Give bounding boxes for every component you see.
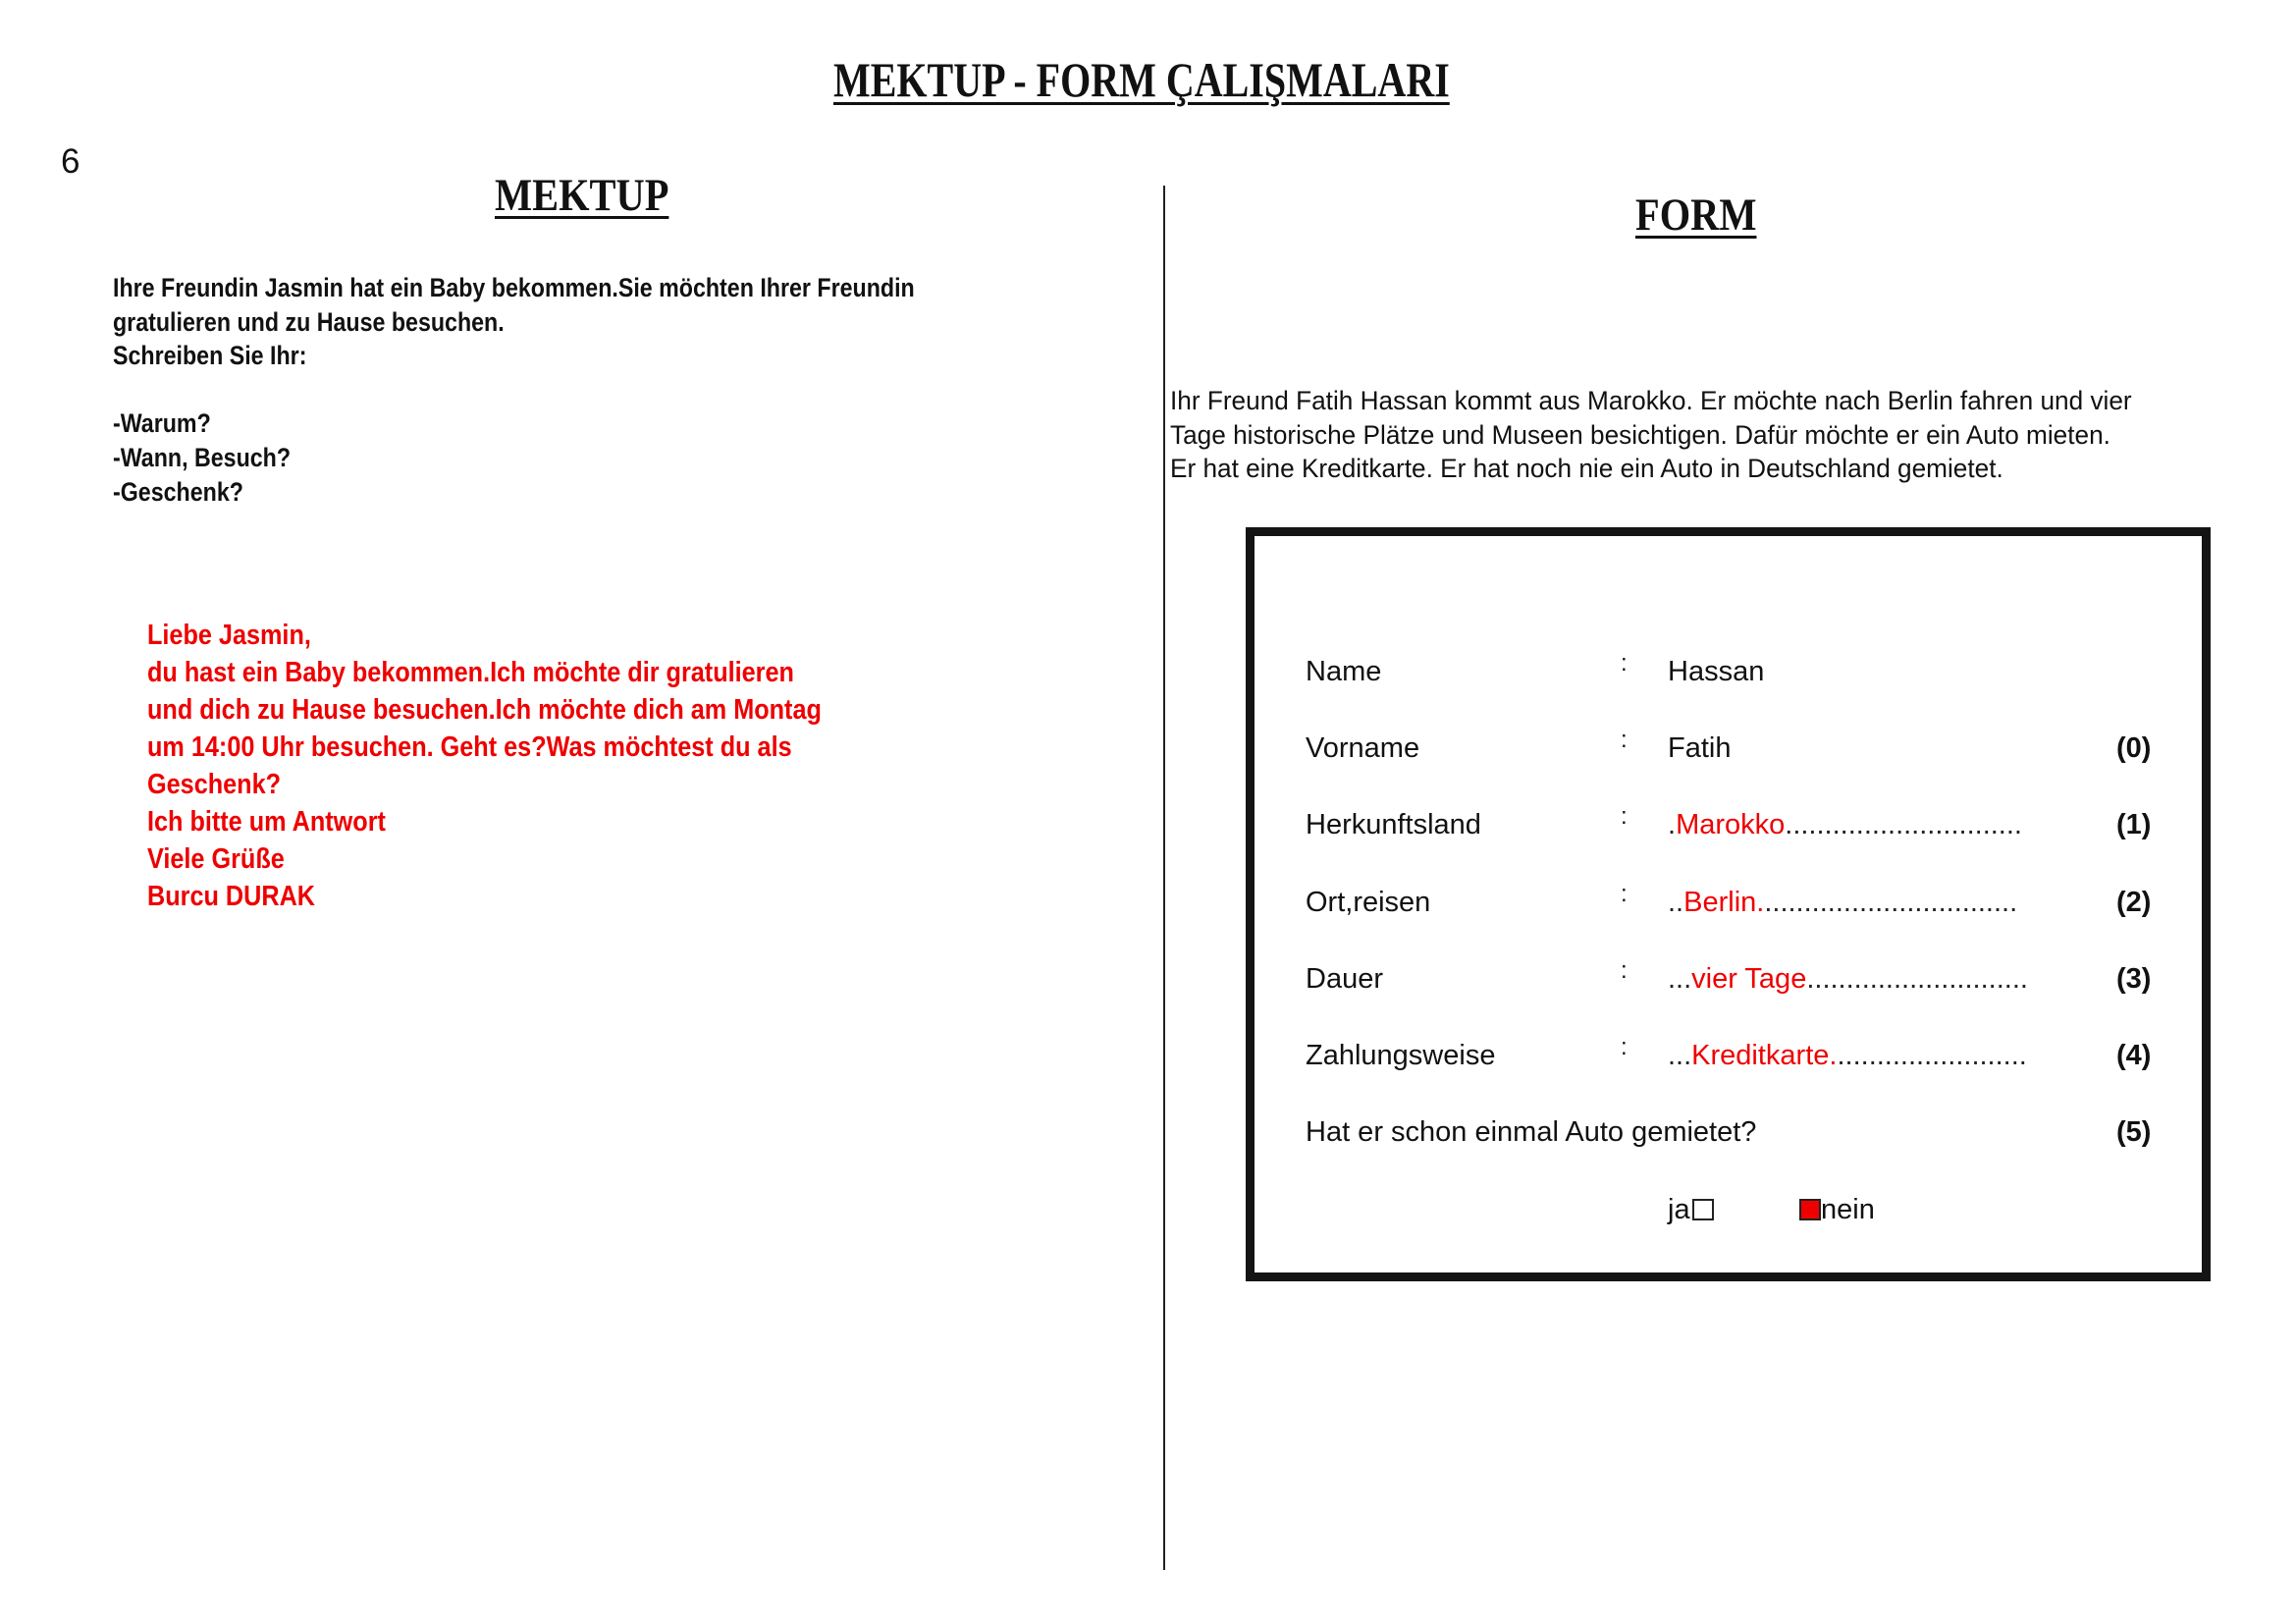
item-number: (3) — [2116, 963, 2152, 995]
task-point: -Warum? — [113, 408, 211, 439]
field-label: Herkunftsland — [1306, 809, 1481, 840]
option-label: nein — [1821, 1194, 1875, 1225]
question-text: Hat er schon einmal Auto gemietet? — [1306, 1116, 1757, 1148]
field-label: Name — [1306, 656, 1382, 687]
field-colon: : — [1621, 957, 1628, 984]
column-divider — [1163, 186, 1165, 1570]
field-label: Zahlungsweise — [1306, 1040, 1496, 1071]
form-row-ort — [1255, 883, 2202, 922]
form-row-herkunftsland — [1255, 805, 2202, 844]
field-colon: : — [1621, 881, 1628, 907]
letter-line: du hast ein Baby bekommen.Ich möchte dir gratulieren — [147, 657, 794, 688]
item-number: (2) — [2116, 887, 2152, 918]
option-ja[interactable] — [1668, 1190, 1714, 1229]
form-row-options — [1255, 1190, 2202, 1229]
checkbox-nein-icon[interactable] — [1799, 1199, 1821, 1220]
field-label: Dauer — [1306, 963, 1383, 995]
form-row-question — [1255, 1112, 2202, 1152]
letter-line: Viele Grüße — [147, 843, 285, 875]
field-colon: : — [1621, 803, 1628, 830]
item-number: (0) — [2116, 732, 2152, 764]
item-number: (5) — [2116, 1116, 2152, 1148]
field-value[interactable]: .Marokko.............................. — [1668, 809, 2022, 840]
field-label: Ort,reisen — [1306, 887, 1431, 918]
mektup-heading: MEKTUP — [495, 170, 669, 221]
letter-line: Geschenk? — [147, 769, 282, 800]
field-colon: : — [1621, 1034, 1628, 1060]
field-value[interactable]: Fatih — [1668, 732, 1732, 764]
field-value[interactable]: ...vier Tage............................ — [1668, 963, 2028, 995]
letter-line: Burcu DURAK — [147, 881, 316, 912]
intro-line: Ihr Freund Fatih Hassan kommt aus Marokko. Er möchte nach Berlin fahren und vier — [1170, 386, 2132, 415]
letter-line: Liebe Jasmin, — [147, 620, 311, 651]
item-number: (1) — [2116, 809, 2152, 840]
intro-line: Er hat eine Kreditkarte. Er hat noch nie ein Auto in Deutschland gemietet. — [1170, 454, 2003, 483]
field-value[interactable]: ...Kreditkarte......................... — [1668, 1040, 2027, 1071]
task-line: gratulieren und zu Hause besuchen. — [113, 306, 505, 337]
letter-line: Ich bitte um Antwort — [147, 806, 386, 838]
option-label: ja — [1668, 1194, 1690, 1225]
task-line: Ihre Freundin Jasmin hat ein Baby bekommen.Sie möchten Ihrer Freundin — [113, 273, 915, 302]
form-box — [1246, 527, 2211, 1281]
task-point: -Wann, Besuch? — [113, 442, 292, 472]
field-label: Vorname — [1306, 732, 1420, 764]
task-line: Schreiben Sie Ihr: — [113, 341, 307, 371]
letter-line: um 14:00 Uhr besuchen. Geht es?Was möchtest du als — [147, 731, 792, 763]
form-heading: FORM — [1635, 189, 1757, 241]
mektup-task — [113, 271, 915, 509]
page-number: 6 — [61, 142, 80, 181]
option-nein[interactable] — [1797, 1190, 1875, 1229]
form-row-zahlungsweise — [1255, 1036, 2202, 1075]
intro-line: Tage historische Plätze und Museen besichtigen. Dafür möchte er ein Auto mieten. — [1170, 419, 2110, 450]
field-colon: : — [1621, 727, 1628, 753]
page-title: MEKTUP - FORM ÇALIŞMALARI — [833, 52, 1450, 107]
field-colon: : — [1621, 650, 1628, 677]
field-value[interactable]: Hassan — [1668, 656, 1765, 687]
form-intro — [1170, 384, 2132, 486]
checkbox-ja-icon[interactable] — [1692, 1199, 1714, 1220]
form-row-dauer — [1255, 959, 2202, 999]
letter-line: und dich zu Hause besuchen.Ich möchte dich am Montag — [147, 694, 822, 726]
letter-answer — [147, 617, 822, 915]
form-row-name — [1255, 652, 2202, 691]
item-number: (4) — [2116, 1040, 2152, 1071]
field-value[interactable]: ..Berlin................................. — [1668, 887, 2018, 918]
task-point: -Geschenk? — [113, 476, 243, 507]
form-row-vorname — [1255, 729, 2202, 768]
